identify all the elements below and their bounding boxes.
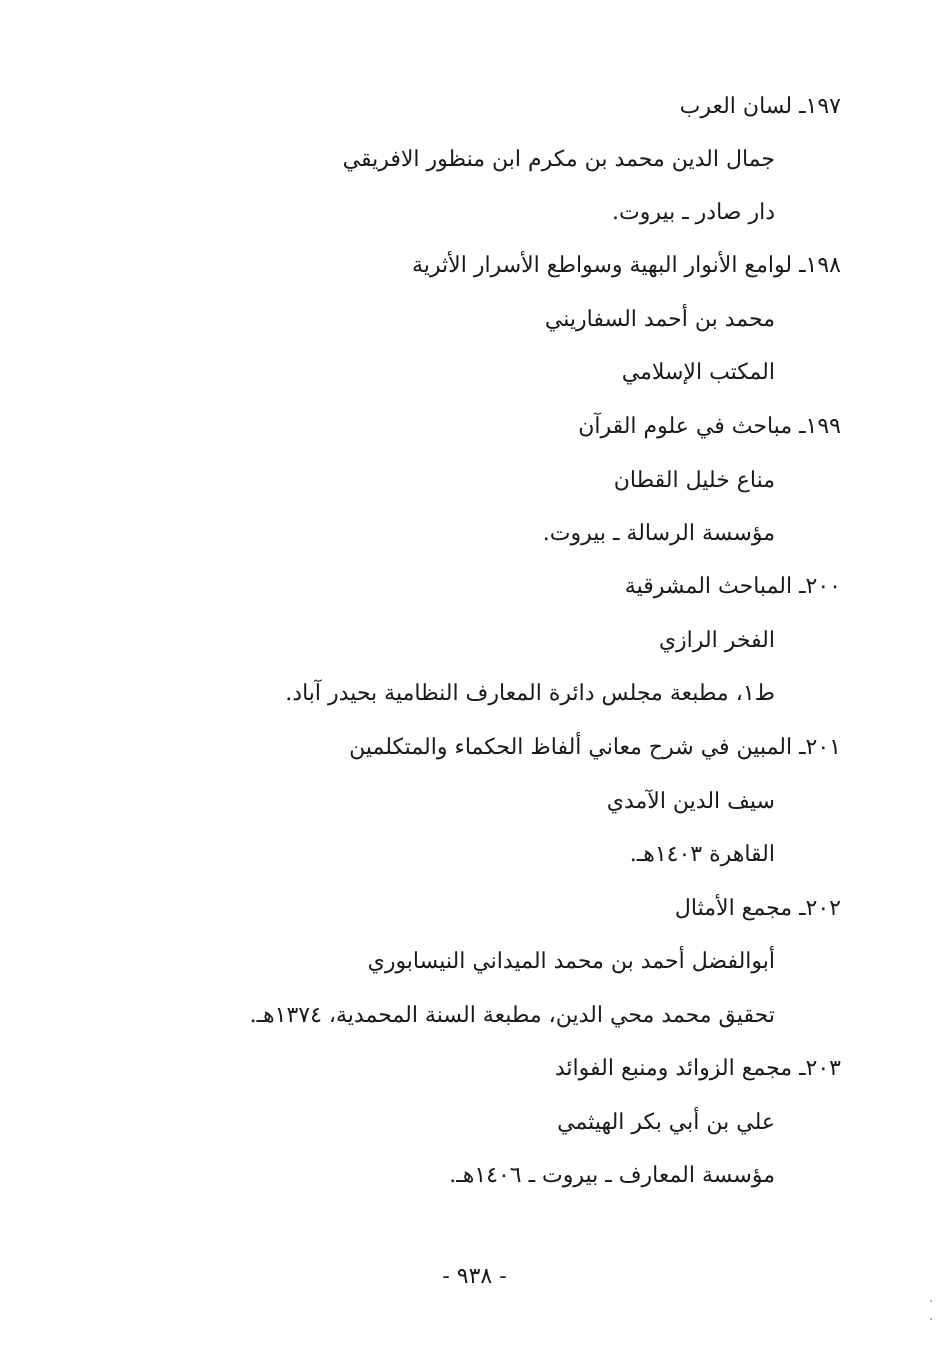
entry-202-heading: ٢٠٢ـ مجمع الأمثال [674, 896, 841, 921]
entry-200-publisher: ط١، مطبعة مجلس دائرة المعارف النظامية بحيدر آباد. [285, 681, 775, 706]
entry-201-author: سيف الدين الآمدي [606, 789, 775, 814]
entry-200-heading: ٢٠٠ـ المباحث المشرقية [624, 574, 841, 599]
entry-198-heading: ١٩٨ـ لوامع الأنوار البهية وسواطع الأسرار الأثرية [411, 253, 841, 278]
entry-203-publisher: مؤسسة المعارف ـ بيروت ـ ١٤٠٦هـ. [449, 1163, 775, 1188]
entry-201-publisher: القاهرة ١٤٠٣هـ. [629, 842, 775, 867]
entry-198-publisher: المكتب الإسلامي [621, 360, 775, 385]
entry-197-author: جمال الدين محمد بن مكرم ابن منظور الافريقي [342, 147, 775, 172]
scan-speck [930, 1300, 932, 1302]
entry-202-author: أبوالفضل أحمد بن محمد الميداني النيسابوري [367, 949, 775, 974]
entry-198-author: محمد بن أحمد السفاريني [544, 307, 775, 332]
entry-197-publisher: دار صادر ـ بيروت. [612, 200, 775, 225]
entry-203-heading: ٢٠٣ـ مجمع الزوائد ومنبع الفوائد [554, 1056, 841, 1081]
entry-202-publisher: تحقيق محمد محي الدين، مطبعة السنة المحمدية، ١٣٧٤هـ. [249, 1003, 775, 1028]
entry-203-author: علي بن أبي بكر الهيثمي [557, 1110, 775, 1135]
entry-199-heading: ١٩٩ـ مباحث في علوم القرآن [578, 414, 841, 439]
entry-200-author: الفخر الرازي [658, 628, 775, 653]
entry-199-author: مناع خليل القطان [613, 468, 775, 493]
entry-199-publisher: مؤسسة الرسالة ـ بيروت. [542, 521, 775, 546]
entry-201-heading: ٢٠١ـ المبين في شرح معاني ألفاظ الحكماء والمتكلمين [349, 735, 841, 760]
scan-speck [930, 1318, 932, 1320]
page-number: - ٩٣٨ - [442, 1264, 507, 1289]
entry-197-heading: ١٩٧ـ لسان العرب [679, 94, 841, 119]
